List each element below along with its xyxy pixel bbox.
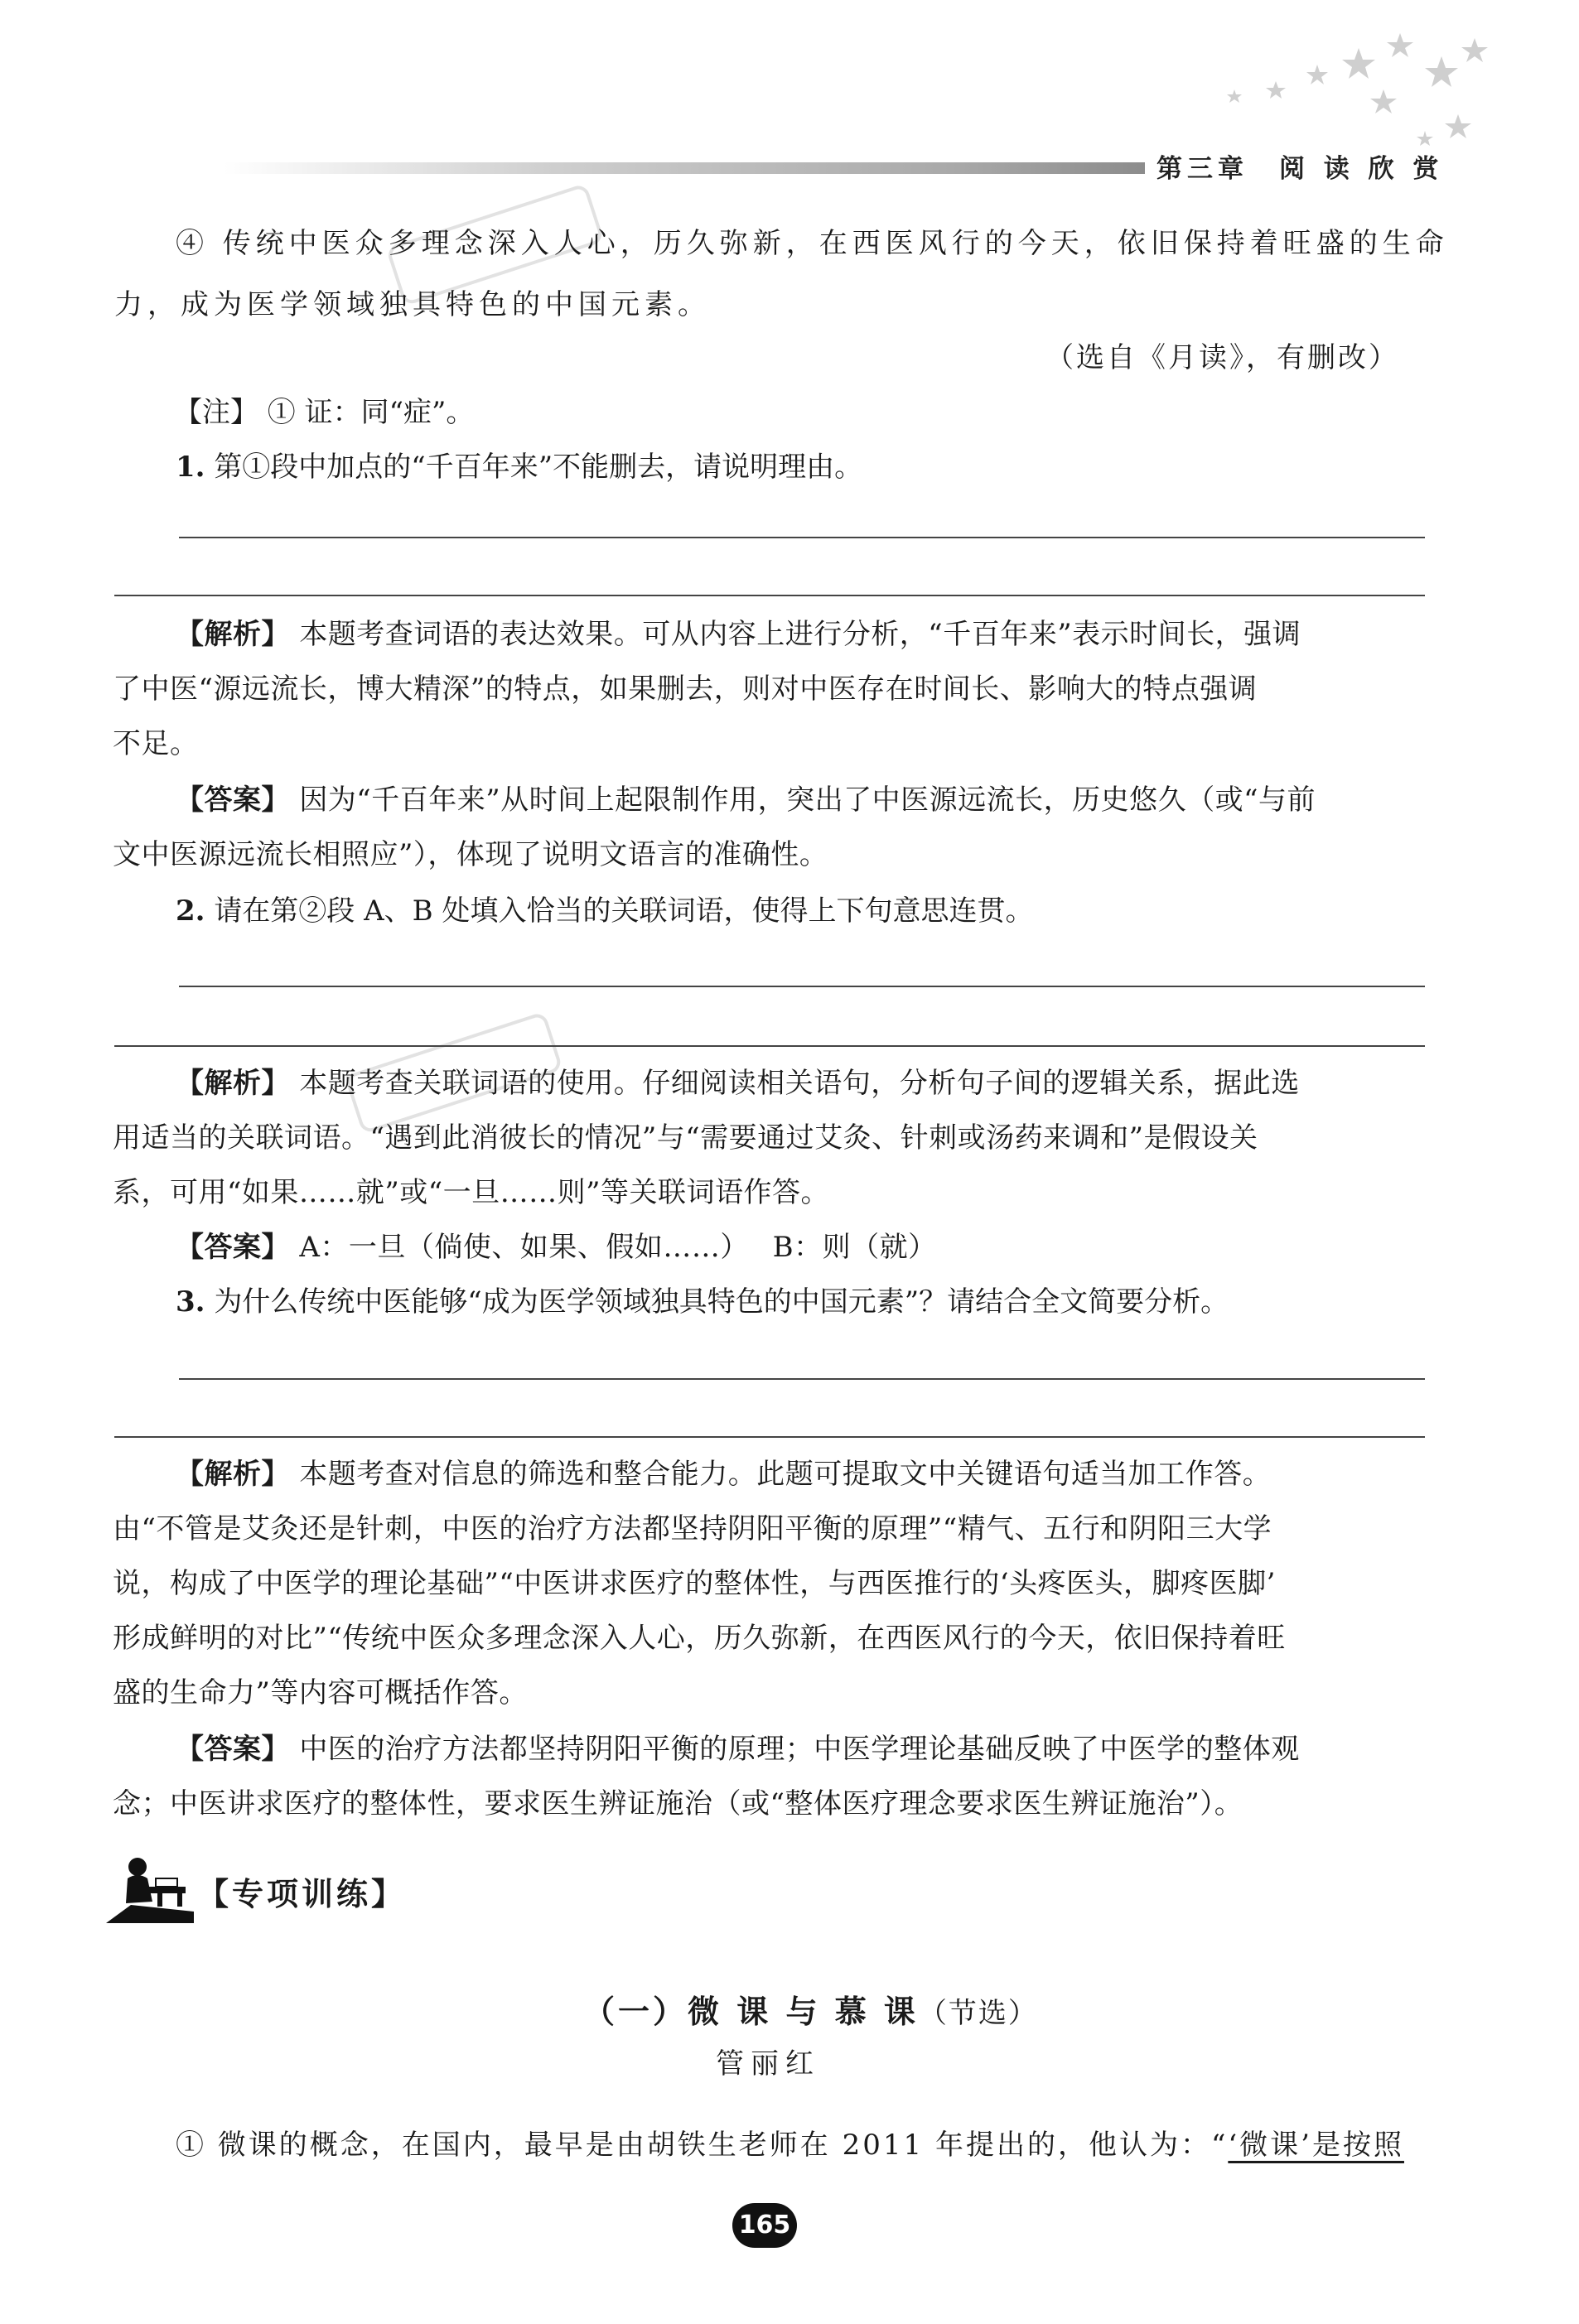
- passage-paragraph-4-line1: ④ 传统中医众多理念深入人心，历久弥新，在西医风行的今天，依旧保持着旺盛的生命: [176, 227, 1449, 260]
- question-number: 1.: [176, 451, 205, 484]
- analysis-tag: 【解析】: [176, 1067, 290, 1100]
- analysis-tag: 【解析】: [176, 618, 290, 651]
- question-text: 请在第②段 A、B 处填入恰当的关联词语，使得上下句意思连贯。: [214, 894, 1034, 928]
- answer-line[interactable]: [179, 1378, 1425, 1380]
- training-paragraph-1: ① 微课的概念，在国内，最早是由胡铁生老师在 2011 年提出的，他认为：“‘微课’是按照: [176, 2129, 1404, 2162]
- answer-3-line2: 念；中医讲求医疗的整体性，要求医生辨证施治（或“整体医疗理念要求医生辨证施治”）。: [113, 1787, 1243, 1820]
- section-title: （一）微 课 与 慕 课（节选）: [583, 1994, 1038, 2030]
- passage-paragraph-4-line2: 力，成为医学领域独具特色的中国元素。: [114, 288, 711, 321]
- answer-tag: 【答案】: [176, 784, 290, 817]
- author: 管丽红: [716, 2047, 820, 2081]
- passage-source: （选自《月读》，有删改）: [1045, 341, 1399, 374]
- analysis-2-line3: 系，可用“如果……就”或“一旦……则”等关联词语作答。: [113, 1176, 830, 1209]
- answer-2-line1: 【答案】 A：一旦（倘使、如果、假如……） B：则（就）: [176, 1231, 937, 1264]
- answer-tag: 【答案】: [176, 1733, 290, 1766]
- analysis-3-line5: 盛的生命力”等内容可概括作答。: [113, 1676, 528, 1709]
- analysis-3-line2: 由“不管是艾灸还是针刺，中医的治疗方法都坚持阴阳平衡的原理”“精气、五行和阴阳三大学: [113, 1512, 1272, 1545]
- answer-line[interactable]: [114, 1045, 1425, 1047]
- question-text: 第①段中加点的“千百年来”不能删去，请说明理由。: [214, 451, 863, 484]
- answer-line[interactable]: [179, 537, 1425, 538]
- question-number: 2.: [176, 894, 205, 928]
- answer-line[interactable]: [179, 986, 1425, 987]
- underlined-text: ‘微课’是按照: [1228, 2129, 1404, 2162]
- question-3: [176, 1284, 1229, 1320]
- header-rule: [224, 162, 1145, 174]
- answer-1-line2: 文中医源远流长相照应”），体现了说明文语言的准确性。: [113, 838, 828, 871]
- question-2: [176, 893, 1033, 929]
- answer-tag: 【答案】: [176, 1231, 290, 1264]
- answer-line[interactable]: [114, 1436, 1425, 1438]
- question-1: [176, 449, 862, 485]
- analysis-1-line2: 了中医“源远流长，博大精深”的特点，如果删去，则对中医存在时间长、影响大的特点强调: [113, 673, 1258, 706]
- analysis-3-line4: 形成鲜明的对比”“传统中医众多理念深入人心，历久弥新，在西医风行的今天，依旧保持着旺: [113, 1622, 1286, 1655]
- analysis-3-line1: 【解析】 本题考查对信息的筛选和整合能力。此题可提取文中关键语句适当加工作答。: [176, 1458, 1272, 1491]
- answer-1-line1: 【答案】 因为“千百年来”从时间上起限制作用，突出了中医源远流长，历史悠久（或“与前: [176, 784, 1316, 817]
- analysis-3-line3: 说，构成了中医学的理论基础”“中医讲求医疗的整体性，与西医推行的‘头疼医头，脚疼医脚’: [113, 1567, 1276, 1600]
- page-number: 165: [732, 2203, 797, 2248]
- chapter-title: 第三章 阅 读 欣 赏: [1156, 154, 1444, 184]
- student-desk-icon: [106, 1854, 194, 1923]
- analysis-2-line2: 用适当的关联词语。“遇到此消彼长的情况”与“需要通过艾灸、针刺或汤药来调和”是假设关: [113, 1121, 1258, 1155]
- answer-line[interactable]: [114, 595, 1425, 596]
- analysis-tag: 【解析】: [176, 1458, 290, 1491]
- analysis-2-line1: 【解析】 本题考查关联词语的使用。仔细阅读相关语句，分析句子间的逻辑关系，据此选: [176, 1067, 1300, 1100]
- stars-decoration: [1110, 23, 1508, 164]
- answer-3-line1: 【答案】 中医的治疗方法都坚持阴阳平衡的原理；中医学理论基础反映了中医学的整体观: [176, 1733, 1300, 1766]
- section-subtitle: （节选）: [918, 1997, 1038, 2030]
- analysis-1-line1: 【解析】 本题考查词语的表达效果。可从内容上进行分析，“千百年来”表示时间长，强调: [176, 618, 1301, 651]
- analysis-1-line3: 不足。: [113, 727, 199, 760]
- training-heading: 【专项训练】: [197, 1876, 407, 1912]
- question-number: 3.: [176, 1285, 205, 1319]
- question-text: 为什么传统中医能够“成为医学领域独具特色的中国元素”？请结合全文简要分析。: [214, 1285, 1229, 1319]
- footnote: 【注】 ① 证：同“症”。: [174, 396, 475, 429]
